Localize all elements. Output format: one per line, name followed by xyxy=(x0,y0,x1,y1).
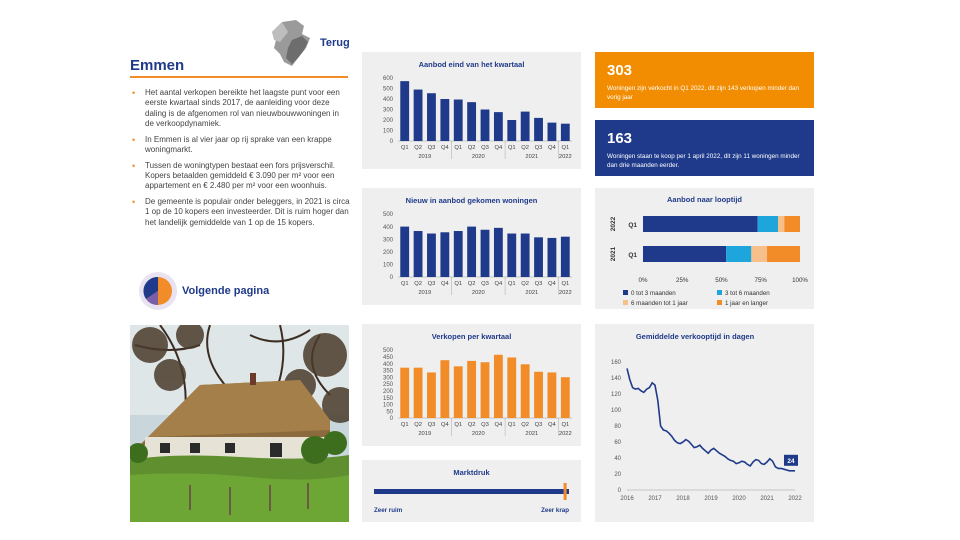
kpi-sold xyxy=(595,52,814,108)
x-tick-label: Q1 xyxy=(454,422,463,428)
pie-icon xyxy=(138,271,178,311)
bullet-item: • Het aantal verkopen bereikte het laagste punt voor een eerste kwartaal sinds 2017, de aanleiding voor deze daling is de afgenomen rol van nieuwbouwwoningen in de verkoopdynamiek. xyxy=(130,88,350,129)
y-tick-label: 500 xyxy=(382,348,393,355)
page-title: Emmen xyxy=(130,57,185,74)
stack-segment xyxy=(751,246,767,262)
chart-title: Aanbod naar looptijd xyxy=(667,195,742,204)
chart-nieuw xyxy=(362,188,581,305)
y-tick-label: 100 xyxy=(382,262,393,269)
bar xyxy=(521,234,530,277)
x-tick-label: 2022 xyxy=(788,496,802,502)
x-tick-label: Q2 xyxy=(521,145,530,151)
x-tick-label: Q4 xyxy=(440,281,449,287)
x-tick-label: Q2 xyxy=(467,422,476,428)
y-tick-label: 0 xyxy=(389,275,393,282)
x-tick-label: Q4 xyxy=(440,145,449,151)
year-label: 2021 xyxy=(525,154,539,160)
x-tick-label: Q1 xyxy=(507,145,516,151)
panel-looptijd xyxy=(595,188,814,309)
x-tick-label: Q4 xyxy=(494,281,503,287)
bar xyxy=(481,230,490,277)
y-tick-label: 400 xyxy=(382,97,393,104)
row-label: Q1 xyxy=(628,222,637,229)
x-tick-label: Q1 xyxy=(454,281,463,287)
y-tick-label: 300 xyxy=(382,107,393,114)
x-tick-label: 75% xyxy=(754,277,767,284)
x-tick-label: Q4 xyxy=(494,422,503,428)
bar xyxy=(440,360,449,418)
kpi-for-sale-number: 163 xyxy=(607,130,633,147)
x-tick-label: Q3 xyxy=(427,422,436,428)
next-page-button[interactable] xyxy=(138,270,269,312)
year-label: 2019 xyxy=(418,290,432,296)
bar xyxy=(414,90,423,141)
chart-title: Gemiddelde verkooptijd in dagen xyxy=(635,332,755,341)
year-label: 2021 xyxy=(525,290,539,296)
y-tick-label: 50 xyxy=(386,409,393,416)
bar xyxy=(521,364,530,418)
y-tick-label: 0 xyxy=(389,416,393,423)
y-tick-label: 0 xyxy=(617,488,621,495)
stack-segment xyxy=(767,246,800,262)
x-tick-label: 100% xyxy=(792,277,808,284)
x-tick-label: Q4 xyxy=(548,145,556,151)
bar xyxy=(507,234,516,277)
chart-title: Verkopen per kwartaal xyxy=(431,332,512,341)
x-tick-label: 2019 xyxy=(704,496,718,502)
legend-swatch xyxy=(623,290,628,295)
x-tick-label: Q3 xyxy=(481,422,489,428)
bar xyxy=(507,357,516,418)
x-tick-label: Q2 xyxy=(467,145,476,151)
y-tick-label: 100 xyxy=(382,128,393,135)
x-tick-label: Q2 xyxy=(414,422,422,428)
x-tick-label: Q1 xyxy=(454,145,463,151)
chart-title: Marktdruk xyxy=(453,468,490,477)
x-tick-label: Q2 xyxy=(521,422,530,428)
stack-segment xyxy=(726,246,751,262)
year-label: 2019 xyxy=(418,154,432,160)
x-tick-label: Q4 xyxy=(548,422,556,428)
bar xyxy=(507,120,516,141)
x-tick-label: 2017 xyxy=(648,496,662,502)
panel-verkooptijd xyxy=(595,324,814,522)
year-label: 2020 xyxy=(471,431,485,437)
y-tick-label: 100 xyxy=(610,408,621,415)
y-tick-label: 150 xyxy=(382,395,393,402)
bar xyxy=(521,112,530,141)
x-tick-label: 25% xyxy=(676,277,689,284)
y-tick-label: 300 xyxy=(382,237,393,244)
bar xyxy=(534,118,543,141)
gauge-right-label: Zeer krap xyxy=(541,507,569,514)
bar xyxy=(427,93,436,141)
stack-segment xyxy=(643,216,758,232)
x-tick-label: Q4 xyxy=(440,422,449,428)
gauge-track xyxy=(374,489,569,494)
x-tick-label: 2021 xyxy=(760,496,774,502)
year-label: 2022 xyxy=(558,290,572,296)
bar xyxy=(494,228,503,277)
year-label: 2022 xyxy=(558,431,572,437)
bar xyxy=(467,227,476,277)
chart-title: Nieuw in aanbod gekomen woningen xyxy=(405,196,538,205)
bar xyxy=(534,237,543,277)
chart-marktdruk xyxy=(362,460,581,522)
legend-label: 0 tot 3 maanden xyxy=(631,290,676,297)
year-label: 2020 xyxy=(471,154,485,160)
bar xyxy=(454,231,463,277)
year-label: 2020 xyxy=(471,290,485,296)
bullet-list xyxy=(130,88,350,234)
chart-aanbod xyxy=(362,52,581,169)
bar xyxy=(481,110,490,142)
legend-swatch xyxy=(717,290,722,295)
bar xyxy=(400,368,409,418)
y-tick-label: 100 xyxy=(382,402,393,409)
bar xyxy=(440,232,449,277)
year-label: 2019 xyxy=(418,431,432,437)
chart-title: Aanbod eind van het kwartaal xyxy=(418,60,525,69)
y-tick-label: 140 xyxy=(610,376,621,383)
kpi-sold-text: Woningen zijn verkocht in Q1 2022, dit zijn 143 verkopen minder dan vorig jaar xyxy=(607,85,800,101)
row-year-label: 2021 xyxy=(610,246,617,262)
y-tick-label: 500 xyxy=(382,212,393,219)
legend-swatch xyxy=(623,300,628,305)
x-tick-label: Q1 xyxy=(561,422,570,428)
y-tick-label: 20 xyxy=(614,472,621,479)
row-year-label: 2022 xyxy=(610,216,617,232)
x-tick-label: Q4 xyxy=(548,281,556,287)
y-tick-label: 250 xyxy=(382,382,393,389)
bar xyxy=(494,355,503,418)
chart-looptijd xyxy=(595,188,814,309)
bar xyxy=(440,99,449,141)
stack-segment xyxy=(778,216,784,232)
y-tick-label: 60 xyxy=(614,440,621,447)
x-tick-label: Q1 xyxy=(561,145,570,151)
y-tick-label: 40 xyxy=(614,456,621,463)
y-tick-label: 160 xyxy=(610,360,621,367)
year-label: 2021 xyxy=(525,431,539,437)
x-tick-label: Q3 xyxy=(481,281,489,287)
y-tick-label: 400 xyxy=(382,224,393,231)
bar xyxy=(561,377,570,418)
y-tick-label: 350 xyxy=(382,368,393,375)
row-label: Q1 xyxy=(628,252,637,259)
x-tick-label: Q2 xyxy=(414,145,422,151)
x-tick-label: Q2 xyxy=(521,281,530,287)
bullet-item: • Tussen de woningtypen bestaat een fors prijsverschil. Kopers betaalden gemiddeld € 3.090 per m² voor een appartement en € 2.480 per m² voor een woonhuis. xyxy=(130,161,350,192)
x-tick-label: Q3 xyxy=(427,145,436,151)
chart-verkooptijd xyxy=(595,324,814,522)
panel-aanbod xyxy=(362,52,581,169)
y-tick-label: 120 xyxy=(610,392,621,399)
bar xyxy=(467,361,476,418)
bar xyxy=(414,231,423,277)
bar xyxy=(561,237,570,277)
bar xyxy=(548,238,557,277)
x-tick-label: Q3 xyxy=(427,281,436,287)
y-tick-label: 0 xyxy=(389,139,393,146)
bullet-item: • De gemeente is populair onder beleggers, in 2021 is circa 1 op de 10 kopers een investeerder. Dit is ruim hoger dan het landelijk gemiddelde van 1 op de 15 kopers. xyxy=(130,197,350,228)
bar xyxy=(548,372,557,418)
bar xyxy=(494,112,503,141)
x-tick-label: Q2 xyxy=(467,281,476,287)
bar xyxy=(400,81,409,141)
x-tick-label: Q1 xyxy=(400,145,409,151)
bar xyxy=(481,362,490,418)
x-tick-label: Q4 xyxy=(494,145,503,151)
y-tick-label: 500 xyxy=(382,86,393,93)
y-tick-label: 80 xyxy=(614,424,621,431)
chart-verkopen xyxy=(362,324,581,446)
bar xyxy=(427,234,436,277)
legend-label: 1 jaar en langer xyxy=(725,300,768,307)
stack-segment xyxy=(758,216,778,232)
kpi-for-sale xyxy=(595,120,814,176)
series-line xyxy=(627,368,795,470)
bar xyxy=(454,366,463,418)
x-tick-label: 0% xyxy=(638,277,648,284)
y-tick-label: 200 xyxy=(382,250,393,256)
next-page-label: Volgende pagina xyxy=(182,285,270,297)
stack-segment xyxy=(784,216,800,232)
x-tick-label: Q1 xyxy=(507,281,516,287)
bar xyxy=(427,372,436,418)
y-tick-label: 450 xyxy=(382,355,393,361)
municipality-map-icon xyxy=(270,18,320,68)
year-label: 2022 xyxy=(558,154,572,160)
x-tick-label: Q1 xyxy=(507,422,516,428)
kpi-sold-number: 303 xyxy=(607,62,633,79)
y-tick-label: 400 xyxy=(382,361,393,368)
bar xyxy=(414,368,423,418)
x-tick-label: Q3 xyxy=(534,145,543,151)
y-tick-label: 200 xyxy=(382,118,393,125)
panel-nieuw xyxy=(362,188,581,305)
x-tick-label: 2016 xyxy=(620,496,634,502)
title-underline xyxy=(130,76,348,78)
x-tick-label: Q3 xyxy=(481,145,489,151)
y-tick-label: 200 xyxy=(382,389,393,395)
bar xyxy=(467,102,476,141)
back-link[interactable]: Terug xyxy=(320,37,350,49)
legend-label: 3 tot 6 maanden xyxy=(725,290,770,297)
bar xyxy=(534,372,543,418)
panel-marktdruk xyxy=(362,460,581,522)
farmhouse-photo xyxy=(130,325,349,522)
bullet-item: • In Emmen is al vier jaar op rij sprake van een krappe woningmarkt. xyxy=(130,135,350,156)
bar xyxy=(454,100,463,141)
bar xyxy=(561,124,570,141)
x-tick-label: 50% xyxy=(715,277,728,284)
y-tick-label: 600 xyxy=(382,76,393,83)
x-tick-label: 2020 xyxy=(732,496,746,502)
last-value-label: 24 xyxy=(787,457,795,465)
kpi-for-sale-text: Woningen staan te koop per 1 april 2022, dit zijn 11 woningen minder dan drie maanden eerder. xyxy=(607,153,800,169)
bar xyxy=(548,123,557,141)
panel-verkopen xyxy=(362,324,581,446)
legend-label: 6 maanden tot 1 jaar xyxy=(631,300,688,307)
x-tick-label: 2018 xyxy=(676,496,690,502)
gauge-marker xyxy=(564,483,567,500)
x-tick-label: Q1 xyxy=(561,281,570,287)
x-tick-label: Q2 xyxy=(414,281,422,287)
x-tick-label: Q3 xyxy=(534,281,543,287)
gauge-left-label: Zeer ruim xyxy=(374,507,403,514)
x-tick-label: Q1 xyxy=(400,281,409,287)
stack-segment xyxy=(643,246,726,262)
x-tick-label: Q1 xyxy=(400,422,409,428)
y-tick-label: 300 xyxy=(382,375,393,382)
legend-swatch xyxy=(717,300,722,305)
x-tick-label: Q3 xyxy=(534,422,543,428)
bar xyxy=(400,227,409,277)
